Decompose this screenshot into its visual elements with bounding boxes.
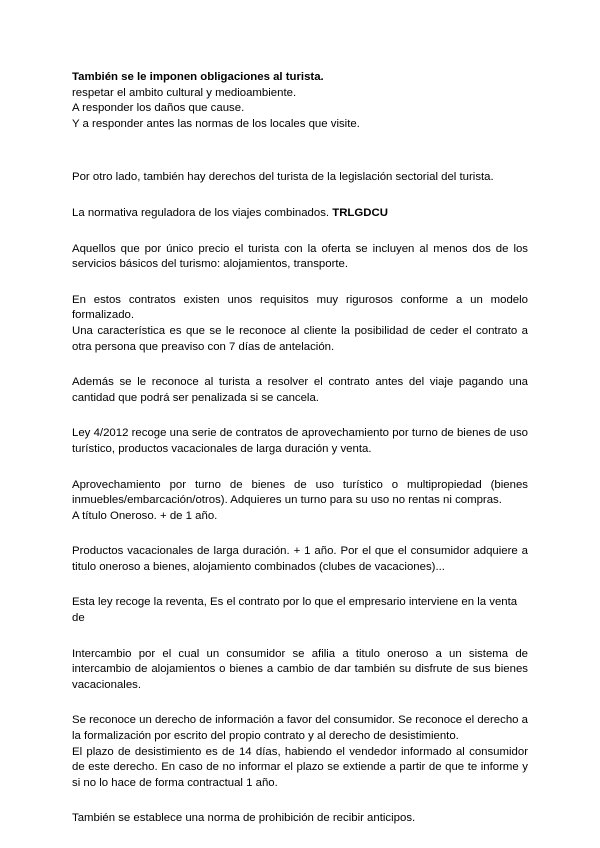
- paragraph-text: Aprovechamiento por turno de bienes de uso turístico o multipropiedad (bienes inmuebles/embarcación/otros). Adquieres un turno para su uso no rentas ni compras.: [72, 478, 528, 507]
- paragraph-text: Una característica es que se le reconoce al cliente la posibilidad de ceder el contrato a otra persona que preaviso con 7 días de antelación.: [72, 324, 528, 353]
- paragraph-text: A título Oneroso. + de 1 año.: [72, 509, 218, 522]
- paragraph-text: Aquellos que por único precio el turista con la oferta se incluyen al menos dos de los servicios básicos del turismo: alojamientos, transporte.: [72, 242, 528, 271]
- section-heading: También se le imponen obligaciones al turista.: [72, 71, 324, 83]
- paragraph-text: También se establece una norma de prohibición de recibir anticipos.: [72, 812, 416, 825]
- document-page: [72, 70, 528, 847]
- paragraph-contratos: [72, 293, 528, 355]
- paragraph-text: En estos contratos existen unos requisitos muy rigurosos conforme a un modelo formalizado.: [72, 293, 528, 322]
- normativa-acronym: TRLGDCU: [332, 206, 388, 219]
- paragraph-text: Esta ley recoge la reventa, Es el contrato por lo que el empresario interviene en la venta de: [72, 596, 518, 625]
- paragraph-text: [72, 206, 528, 222]
- paragraph-intercambio: [72, 647, 528, 694]
- paragraph-text: Ley 4/2012 recoge una serie de contratos de aprovechamiento por turno de bienes de uso turístico, productos vacacionales de larga duración y venta.: [72, 427, 528, 455]
- paragraph-text: Productos vacacionales de larga duración. + 1 año. Por el que el consumidor adquiere a titulo oneroso a bienes, alojamiento combinados (clubes de vacaciones)...: [72, 545, 528, 573]
- paragraph-text: El plazo de desistimiento es de 14 días, habiendo el vendedor informado al consumidor de este derecho. En caso de no informar el plazo se extiende a partir de que te informe y si no lo hace de forma contractual 1 año.: [72, 745, 528, 789]
- intro-block: [72, 70, 528, 132]
- paragraph-text: Además se le reconoce al turista a resolver el contrato antes del viaje pagando una cantidad que podrá ser penalizada si se cancela.: [72, 376, 528, 404]
- paragraph-text: Intercambio por el cual un consumidor se afilia a titulo oneroso a un sistema de intercambio de alojamientos o bienes a cambio de dar también su disfrute de sus bienes vacacionales.: [72, 647, 528, 691]
- paragraph-aquellos: [72, 242, 528, 273]
- paragraph-ademas: [72, 375, 528, 406]
- paragraph-reventa: [72, 595, 528, 626]
- paragraph-productos: [72, 544, 528, 575]
- paragraph-ley: [72, 426, 528, 457]
- paragraph-aprovechamiento: [72, 478, 528, 525]
- normativa-text: La normativa reguladora de los viajes combinados.: [72, 206, 333, 219]
- paragraph-derechos: [72, 170, 528, 186]
- paragraph-normativa: [72, 206, 528, 222]
- paragraph-text: Se reconoce un derecho de información a favor del consumidor. Se reconoce el derecho a la formalización por escrito del propio contrato y al derecho de desistimiento.: [72, 714, 528, 743]
- paragraph-anticipos: [72, 811, 528, 827]
- paragraph-text: Por otro lado, también hay derechos del turista de la legislación sectorial del turista.: [72, 171, 494, 184]
- obligation-line: Y a responder antes las normas de los locales que visite.: [72, 117, 360, 130]
- obligation-line: A responder los daños que cause.: [72, 102, 245, 115]
- obligation-line: respetar el ambito cultural y medioambiente.: [72, 86, 297, 99]
- paragraph-derecho-informacion: [72, 713, 528, 791]
